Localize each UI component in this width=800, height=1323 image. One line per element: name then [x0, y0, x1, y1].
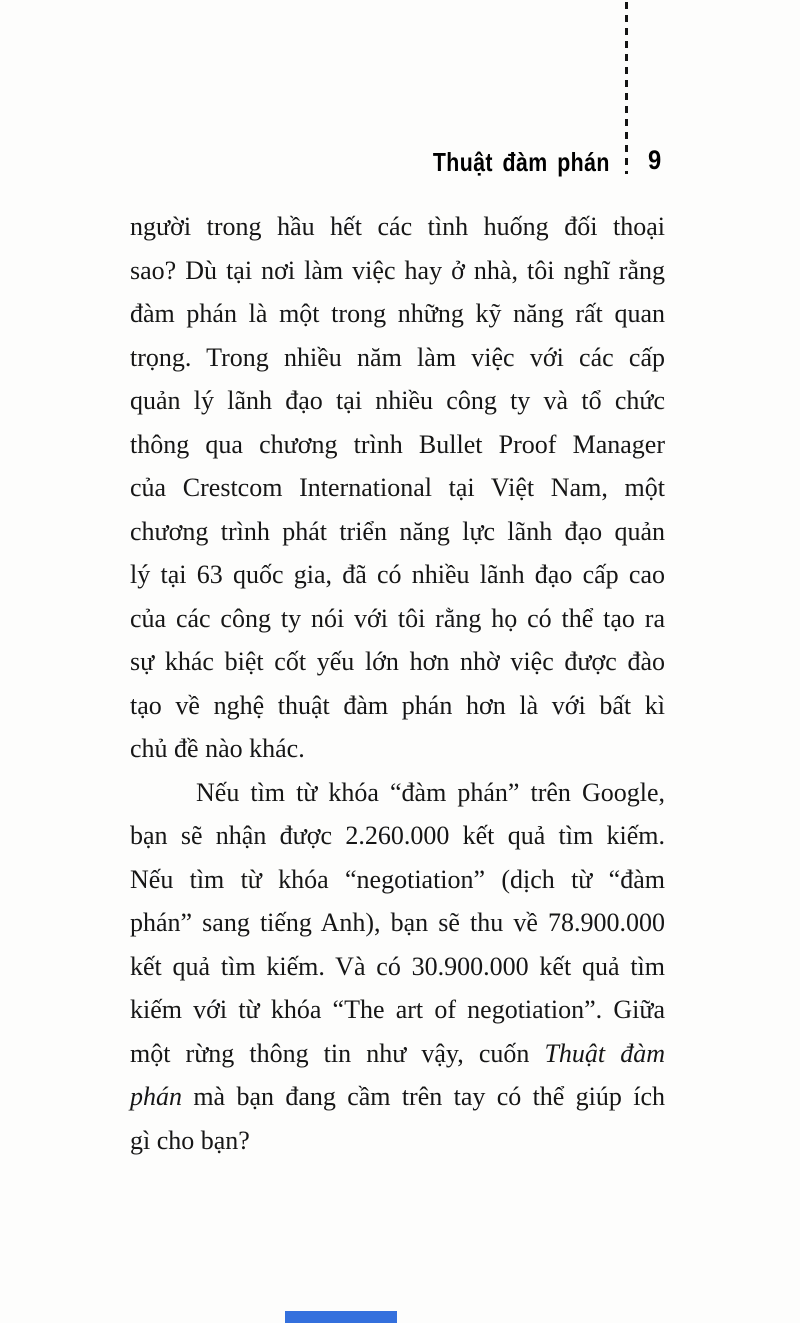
text-line: [130, 727, 665, 771]
text-line: [130, 553, 665, 597]
paragraph: [130, 205, 665, 771]
text-segment: mà bạn đang cầm trên tay có thể giúp ích: [182, 1082, 665, 1111]
text-line: [130, 1119, 665, 1163]
text-segment: bạn sẽ nhận được 2.260.000 kết quả tìm kiếm.: [130, 821, 665, 850]
text-segment: chủ đề nào khác.: [130, 734, 305, 763]
text-line: [130, 1075, 665, 1119]
text-segment: sao? Dù tại nơi làm việc hay ở nhà, tôi nghĩ rằng: [130, 255, 665, 285]
text-segment: đàm phán là một trong những kỹ năng rất quan: [130, 299, 665, 328]
text-line: [130, 423, 665, 467]
text-line: [130, 336, 665, 380]
text-segment: quản lý lãnh đạo tại nhiều công ty và tổ chức: [130, 386, 665, 415]
text-segment: thông qua chương trình Bullet Proof Manager: [130, 429, 665, 459]
text-segment: của các công ty nói với tôi rằng họ có thể tạo ra: [130, 603, 665, 633]
text-line: [130, 292, 665, 336]
text-line: [130, 597, 665, 641]
text-segment: Nếu tìm từ khóa “đàm phán” trên Google,: [196, 777, 665, 807]
book-title-italic: phán: [130, 1082, 182, 1111]
text-line: [130, 466, 665, 510]
text-line: [130, 205, 665, 249]
text-line: [130, 249, 665, 293]
text-line: [130, 901, 665, 945]
text-line: [130, 640, 665, 684]
text-line: [130, 814, 665, 858]
text-segment: kết quả tìm kiếm. Và có 30.900.000 kết quả tìm: [130, 951, 665, 981]
paragraph: [130, 771, 665, 1163]
running-title: Thuật đàm phán: [433, 147, 610, 177]
header-dotted-rule: [625, 2, 628, 174]
footer-accent-bar: [285, 1311, 397, 1323]
page-body: [130, 205, 665, 1162]
text-line: [130, 684, 665, 728]
text-line: [130, 858, 665, 902]
text-line: [130, 945, 665, 989]
text-line: [130, 771, 665, 815]
text-segment: gì cho bạn?: [130, 1125, 250, 1155]
text-line: [130, 988, 665, 1032]
text-segment: của Crestcom International tại Việt Nam, một: [130, 473, 665, 502]
book-title-italic: Thuật đàm: [544, 1038, 665, 1068]
text-segment: kiếm với từ khóa “The art of negotiation”. Giữa: [130, 995, 665, 1024]
text-segment: tạo về nghệ thuật đàm phán hơn là với bất kì: [130, 690, 665, 720]
text-segment: người trong hầu hết các tình huống đối thoại: [130, 212, 665, 241]
page-number: 9: [648, 145, 662, 175]
text-segment: một rừng thông tin như vậy, cuốn: [130, 1038, 545, 1068]
text-segment: lý tại 63 quốc gia, đã có nhiều lãnh đạo cấp cao: [130, 560, 665, 589]
text-segment: sự khác biệt cốt yếu lớn hơn nhờ việc được đào: [130, 647, 665, 676]
text-line: [130, 1032, 665, 1076]
text-segment: chương trình phát triển năng lực lãnh đạo quản: [130, 516, 665, 546]
text-segment: phán” sang tiếng Anh), bạn sẽ thu về 78.900.000: [130, 908, 665, 937]
text-line: [130, 379, 665, 423]
text-segment: trọng. Trong nhiều năm làm việc với các cấp: [130, 342, 665, 372]
text-line: [130, 510, 665, 554]
text-segment: Nếu tìm từ khóa “negotiation” (dịch từ “đàm: [130, 864, 665, 894]
